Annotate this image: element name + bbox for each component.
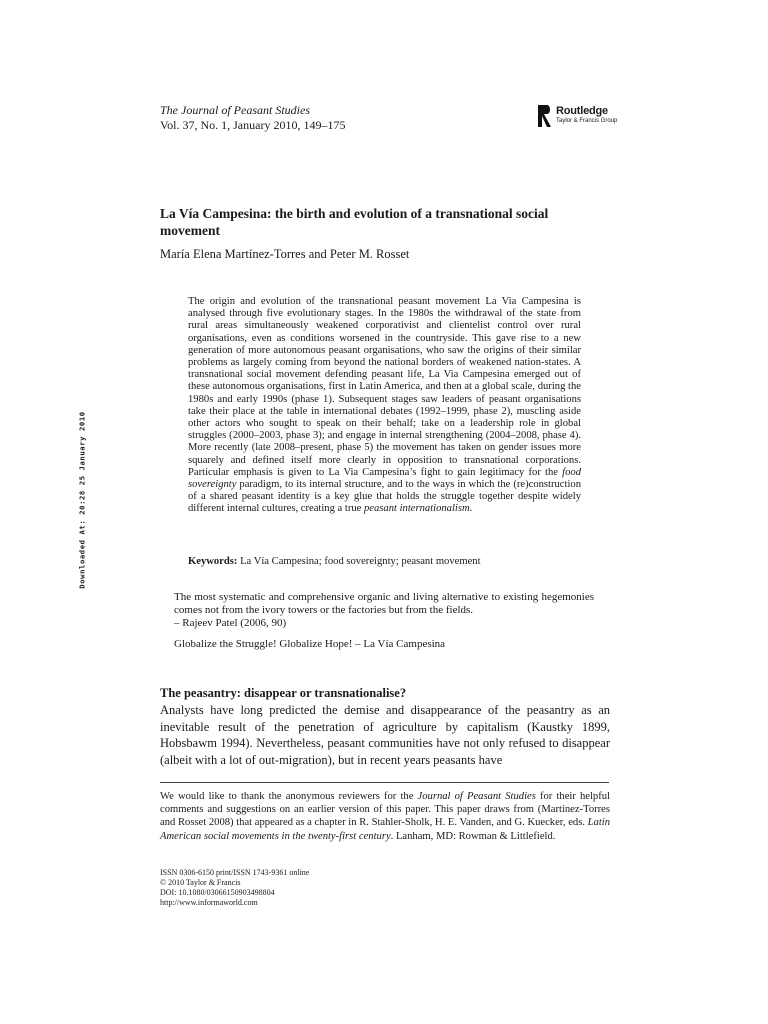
footnote-emphasis: Journal of Peasant Studies bbox=[417, 791, 536, 802]
abstract-emphasis: peasant internationalism bbox=[364, 503, 470, 515]
copyright-line: © 2010 Taylor & Francis bbox=[160, 878, 241, 887]
publisher-logo bbox=[538, 105, 617, 127]
publisher-subtitle: Taylor & Francis Group bbox=[556, 118, 618, 124]
journal-name: The Journal of Peasant Studies bbox=[160, 103, 310, 117]
footnote-text: . Lanham, MD: Rowman & Littlefield. bbox=[390, 830, 556, 842]
abstract-text: The origin and evolution of the transnational peasant movement La Via Campesina is analysed through five evolutionary stages. In the 1980s the withdrawal of the state from rural areas simultaneously weakened corporativist and clientelist control over rural organisations, even as conditions worsened in the countryside. This gave rise to a new generation of more autonomous peasant organisations, who saw the origins of their similar problems as largely coming from beyond the national borders of weakened nation-states. A transnational social movement defending peasant life, La Via Campesina emerged out of these autonomous organisations, first in Latin America, and then at a global scale, during the 1980s and early 1990s (phase 1). Subsequent stages saw leaders of peasant organisations take their place at the table in international debates (1992–1999, phase 2), muscling aside other actors who sought to speak on their behalf; take on a leadership role in global struggles (2000–2003, phase 3); and engage in internal strengthening (2004–2008, phase 4). More recently (late 2008–present, phase 5) the movement has taken on gender issues more squarely and defined itself more clearly in opposition to transnational corporations. Particular emphasis is given to La Via Campesina’s fight to gain legitimacy for the bbox=[188, 296, 581, 478]
epigraph-attribution: – Rajeev Patel (2006, 90) bbox=[174, 617, 287, 629]
epigraph bbox=[174, 591, 594, 630]
keywords-label: Keywords: bbox=[188, 556, 238, 567]
footnote bbox=[160, 790, 610, 843]
journal-volume: Vol. 37, No. 1, January 2010, 149–175 bbox=[160, 118, 346, 132]
publisher-name: Routledge bbox=[556, 105, 608, 117]
epigraph-slogan: Globalize the Struggle! Globalize Hope! – La Vía Campesina bbox=[174, 638, 446, 650]
epigraph-quote: The most systematic and comprehensive organic and living alternative to existing hegemonies comes not from the ivory towers or the factories but from the fields. bbox=[174, 591, 594, 616]
body-paragraph: Analysts have long predicted the demise and disappearance of the peasantry as an inevitable result of the penetration of agriculture by capitalism (Kaustky 1899, Hobsbawm 1994). Nevertheless, peasant communities have not only refused to disappear (albeit with a lot of out-migration), but in recent years peasants have bbox=[160, 703, 610, 767]
article-title: La Vía Campesina: the birth and evolution of a transnational social movement bbox=[160, 206, 549, 238]
abstract bbox=[188, 296, 581, 516]
issn-line: ISSN 0306-6150 print/ISSN 1743-9361 online bbox=[160, 868, 310, 877]
footnote-rule bbox=[160, 782, 609, 783]
footnote-text: We would like to thank the anonymous reviewers for the bbox=[160, 791, 418, 802]
journal-header bbox=[160, 103, 345, 133]
publication-info bbox=[160, 868, 309, 908]
keywords bbox=[188, 556, 581, 567]
footnote-text: for their helpful comments and suggestions on an earlier version of this paper. This paper draws from (Martínez-Torres and Rosset 2008) that appeared as a chapter in R. Stahler-Sholk, H. E. Vanden, and G. Kuecker, eds. bbox=[160, 791, 610, 829]
abstract-text: paradigm, to its internal structure, and to the ways in which the (re)construction of a shared peasant identity is a key glue that holds the struggle together despite widely different internal cultures, creating a true bbox=[188, 479, 581, 515]
article-authors: María Elena Martínez-Torres and Peter M. Rosset bbox=[160, 247, 410, 261]
abstract-emphasis: food sovereignty bbox=[188, 466, 581, 491]
doi-line: DOI: 10.1080/03066150903498804 bbox=[160, 888, 275, 897]
section-heading: The peasantry: disappear or transnationalise? bbox=[160, 686, 407, 700]
abstract-text: . bbox=[469, 503, 473, 515]
footnote-emphasis: Latin American social movements in the twenty-first century bbox=[160, 817, 610, 842]
url-line[interactable]: http://www.informaworld.com bbox=[160, 898, 258, 907]
keywords-list: La Vía Campesina; food sovereignty; peasant movement bbox=[237, 556, 481, 567]
download-stamp: Downloaded At: 20:28 25 January 2010 bbox=[77, 411, 87, 589]
routledge-r-icon bbox=[538, 105, 552, 127]
